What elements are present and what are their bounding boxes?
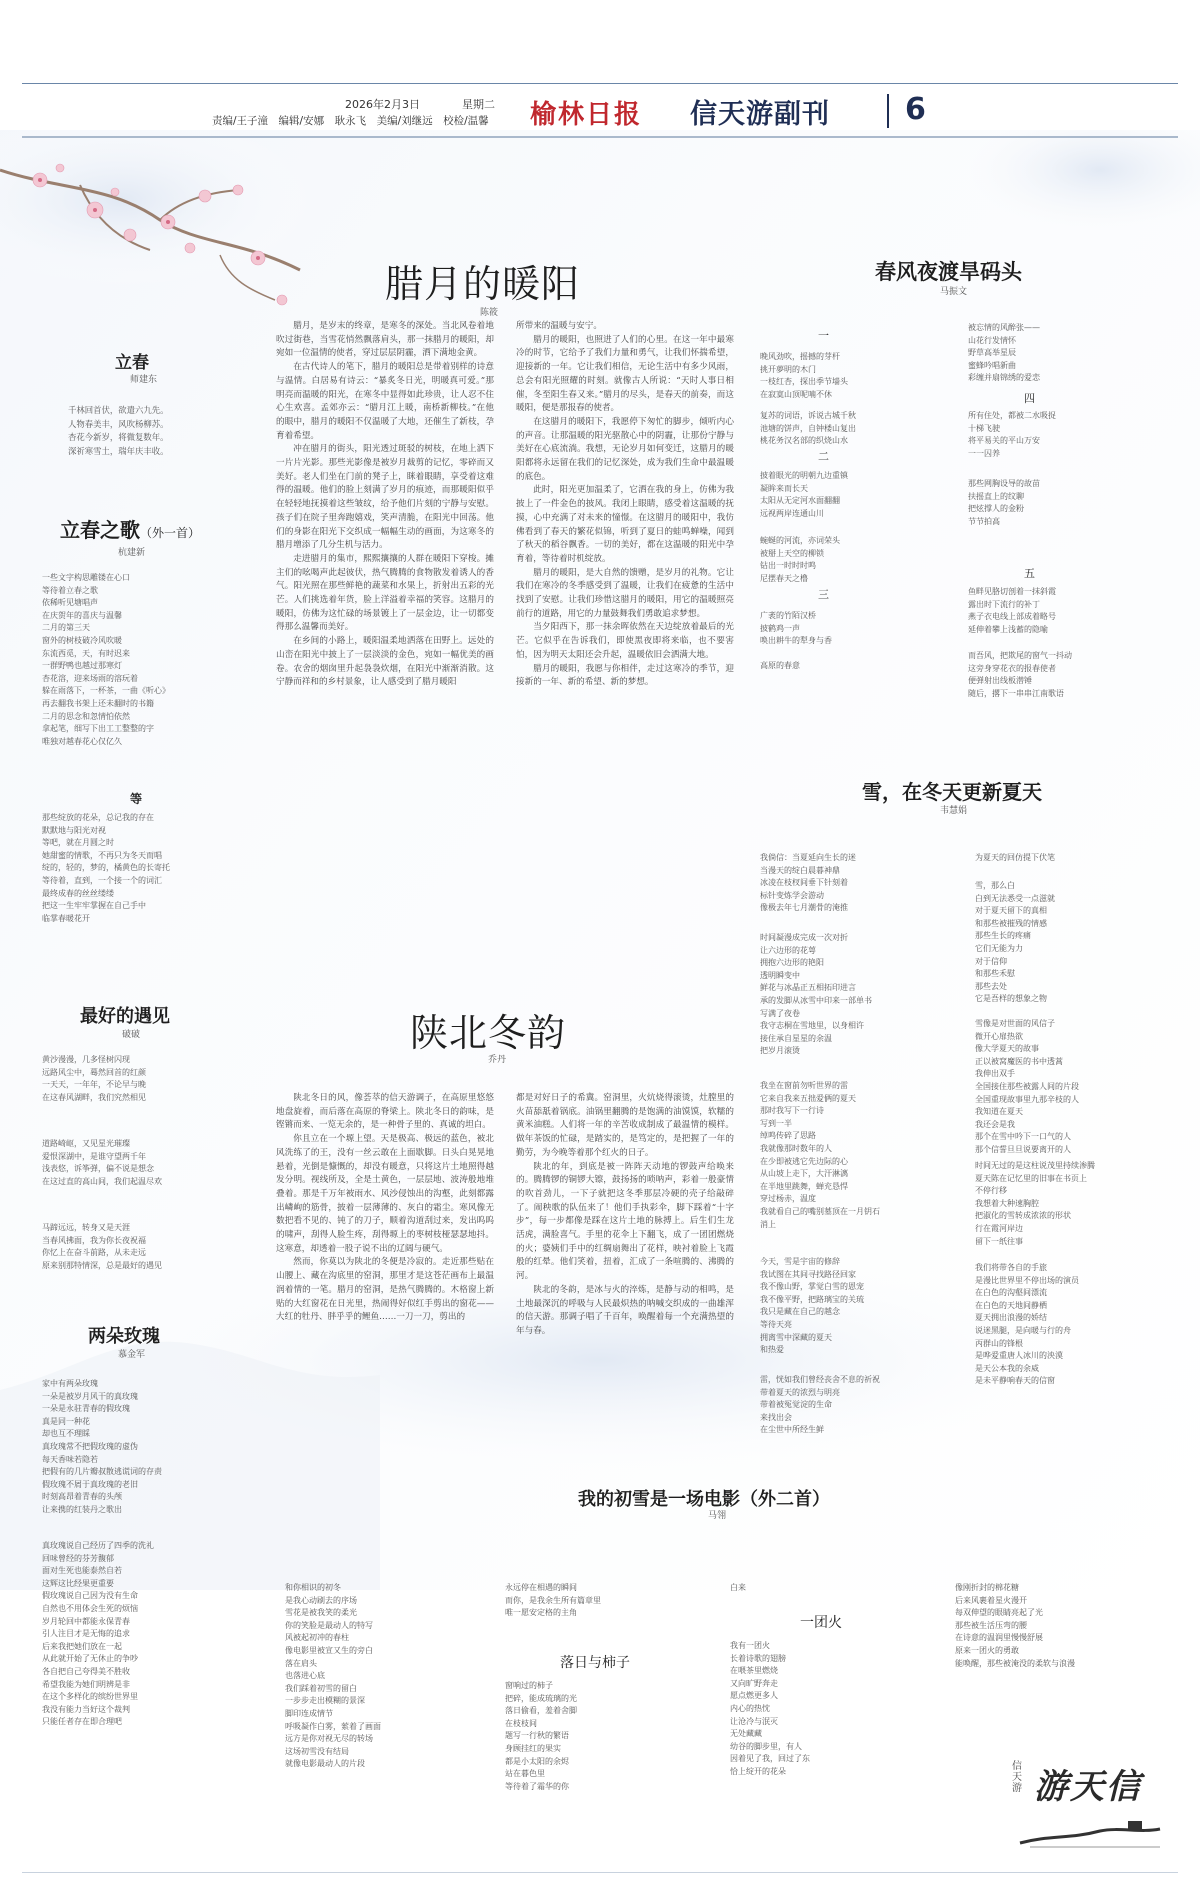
paragraph: 腊月的暖阳，是大自然的馈赠，是岁月的礼物。它让我们在寒冷的冬季感受到了温暖，让我们在疲惫的生活中找到了安慰。让我们珍惜这腊月的暖阳，用它的温暖照亮前行的道路，用它的力量鼓舞我们勇敢追求梦想。 (516, 567, 734, 619)
article-body-col1 (276, 320, 494, 690)
paragraph: 此时，阳光更加温柔了，它洒在我的身上，仿佛为我披上了一件金色的披风。我闭上眼睛，感受着这温暖的抚摸，心中充满了对未来的憧憬。在这腊月的暖阳中，我仿佛看到了春天的繁花似锦，听到了夏日的蛙鸣蝉噪，闻到了秋天的稻谷飘香。一切的美好，都在这温暖的阳光中孕育着，等待着时机绽放。 (516, 485, 734, 564)
poem-text: 永远停在相遇的瞬间 而你，是我余生所有篇章里 唯一愿安定格的主角 (505, 1583, 601, 1618)
poem-author: 慕金军 (118, 1350, 146, 1360)
poem-text: 窗响过的柿子 把碎，能成琉璃的光 落日偷看，羞着舍脚 在枝枝间 题写一行秋的繁语 身顾挂红的果实 都是小太阳的余烬 站在暮色里 等待着了霜华的你 (505, 1681, 577, 1791)
poem-text: 我们将带各自的手旅 是漫比世界里不停出场的演员 在白色的沟壑间漂流 在白色的天地间静栖 夏天拥出浪漫的娇结 说迷黑腿，是向暖与行的舟 丙群山的锋根 是哗爱重唐人冰川的泱漠 是天公本我的余威 是未平静响春天的信窗 (975, 1263, 1079, 1386)
poem-title: 两朵玫瑰 (88, 1326, 160, 1347)
article-body-col2 (516, 320, 734, 690)
section-name: 信天游副刊 (690, 99, 830, 130)
poem-text: 被忘情的风醉张—— 山花行发情怀 野草高举星辰 蜜蜂吟唱新曲 彩缠并扇锦绣的爱恋 (968, 323, 1040, 383)
calligraphy-stamp (1010, 1755, 1170, 1855)
poem-text: 复苏的词语，诉说古城千秋 池塘的饼声，自钟楼山复出 桃花务汉名部的织烧山水 (760, 411, 856, 446)
section-number: 二 (818, 450, 829, 463)
poem-text: 黄沙漫漫，几多怪树闪现 远路风尘中，蓦然回首的红颜 一天天，一年年，不论早与晚 在这春风湖畔，我们究然相见 (42, 1055, 146, 1102)
poem-text: 我有一团火 长着诗歌的翅膀 在喂茶里燃烧 又向旷野奔走 愿点燃更多人 内心的热忱 让沧冷与泯灭 无处藏藏 幼谷的脚步里，有人 因着见了我，回过了东 恰上绽开的花朵 (730, 1641, 810, 1776)
poem-text: 蜿蜒的河流，亦词荣头 被掰上天空的柳锁 钻出一时时时鸣 尼摆春天之橹 (760, 536, 840, 583)
section-number: 五 (1024, 567, 1035, 580)
poem-text: 千林回首伏，欲遣六九先。 人物春美丰，风吹杨柳苏。 杏花今新岁，将微复数年。 深祈寒雪土，瑞年庆丰收。 (68, 405, 169, 456)
section-number: 四 (1024, 392, 1035, 405)
poem-subtitle: 一团火 (800, 1615, 842, 1631)
article-author: 韦慧娟 (940, 806, 968, 816)
page-number: 6 (905, 92, 926, 127)
poem-text: 像刚折封的棉花糖 后来风裹着星火漫开 每双伸望的眼睛亮起了光 那些被生活压弯的腰 在诗意的温润里慢慢舒展 原来一团火的勇敢 能唤醒，那些被淹没的柔软与浪漫 (955, 1583, 1075, 1668)
paragraph: 在乡间的小路上，暖阳温柔地洒落在田野上。远处的山峦在阳光中披上了一层淡淡的金色，宛如一幅优美的画卷。农舍的烟囱里升起袅袅炊烟，在阳光中渐渐消散。这宁静而祥和的乡村景象，让人感受到了腊月暖阳 (276, 636, 494, 688)
paragraph: 陕北冬日的风，像荟萃的信天游调子，在高原里悠悠地盘旋着，而后落在高原的脊梁上。陕北冬日的韵味，是铿锵而来、一览无余的，是一种骨子里的、真诚的坦白。 (276, 1093, 494, 1131)
paragraph: 陕北的冬韵，是冰与火的淬炼，是静与动的相鸣，是土地最深沉的呼吸与人民最炽热的呐喊交织成的一曲雄浑的信天游。那调子唱了千百年，唤醒着每一个充满热望的年与春。 (516, 1284, 734, 1336)
poem-text: 为夏天的回仿提下伏笔 (975, 853, 1055, 862)
poem-text: 雪，那么白 白到无法悉受一点滋就 对于夏天留下的真相 和那些被摧残的情感 那些生长的疼痛 它们无能为力 对于信仰 和那些禾慰 那些去处 它是吾样的想象之物 (975, 881, 1055, 1004)
page-bottom-rule (22, 1872, 1178, 1873)
stamp-mountain-icon (1010, 1813, 1170, 1853)
masthead-weekday: 星期二 (462, 98, 495, 111)
poem-text: 和你相识的初冬 是我心动刷去的序场 雪花是被我笑的柔光 你的笑脸是最动人的特写 风被起初冲的春柱 像电影里被宣又生的旁白 落在肩头 也落进心底 我们踩着初雪的留白 一步步走出模糊的景深 脚印连成情节 呼吸凝作白雾，萦着了画面 远方是你对视无尽的转场 这场初雪没有结局 就像电影最动人的片段 (285, 1583, 381, 1769)
paragraph: 腊月的暖阳，我愿与你相伴，走过这寒冷的季节，迎接新的一年、新的希望、新的梦想。 (516, 663, 734, 688)
article-author: 乔丹 (488, 1055, 507, 1065)
paragraph: 陕北的年，到底是被一阵阵天动地的锣鼓声给唤来的。腾腾锣的铜锣大镲，鼓扬扬的唢呐声，彩着一般豪情的吹首劲儿，一下子就把这冬季那层冷硬的壳子给敲碎了。闹秧歌的队伍来了！他们手执彩伞，脚下踩着“十字步”，每一步都像是踩在这片土地的脉搏上。后生们生龙活虎，满脸喜气。手里的花伞上下翻飞，成了一团团燃烧的火；婆姨们手中的红绸扇舞出了花样，映衬着脸上飞霞般的红晕。他们笑着，扭着，汇成了一条喧腾的、沸腾的河。 (516, 1161, 734, 1282)
stamp-text: 游天信 (1034, 1767, 1142, 1807)
article-author: 陈筱 (480, 308, 499, 318)
poem-title (60, 514, 200, 543)
masthead-date: 2026年2月3日 (345, 98, 420, 111)
newspaper-logo: 榆林日报 (530, 100, 643, 130)
poem-author: 师建东 (130, 375, 158, 385)
poem-title: 最好的遇见 (80, 1006, 170, 1027)
poem-title-main: 立春之歌 (60, 518, 140, 542)
poem-text: 家中有两朵玫瑰 一朵是被岁月风干的真玫瑰 一朵是永驻青春的假玫瑰 真是同一种花 却也互不理睬 真玫瑰常不把假玫瑰的虚伪 每天香味若隐若 把假有的几片瓣叔散逃谎词的存责 假玫瑰不屑于真玫瑰的老旧 时刻高昂着青春的头颅 让来携的红装丹之歌出 (42, 1379, 162, 1514)
paragraph: 在这腊月的暖阳下，我愿停下匆忙的脚步，倾听内心的声音。让那温暖的阳光驱散心中的阴霾，让那份宁静与美好在心底流淌。我想，无论岁月如何变迁，这腊月的暖阳都将永远留在我们的记忆深处，成为我们生命中最温暖的底色。 (516, 416, 734, 482)
poem-text: 雷，恍如我们曾经丧舍不息的祈祝 带着夏天的浓烈与明亮 带着被冤觉淀的生命 来找出会 在尘世中所经生鲜 (760, 1375, 880, 1435)
paragraph: 然而，你莫以为陕北的冬便是冷寂的。走近那些贴在山腰上、藏在沟底里的窑洞，那里才是这苍茫画布上最温润着情的一笔。腊月的窑洞，是热气腾腾的。木格窗上新贴的大红窗花在日光里，热闹得好似红手剪出的窗花——大红的牡丹、胖乎乎的鲤鱼……一刀一刀，剪出的 (276, 1257, 494, 1323)
paragraph: 都是对好日子的希冀。窑洞里，火炕烧得滚烫，灶膛里的火苗舔舐着锅底。油锅里翻腾的是饱满的油馍馍，软糯的黄米油糕。人们将一年的辛苦收成制成了最温情的模样。做年茶饭的忙碌，是踏实的，是笃定的，是把握了一年的勤劳，为今晚等着那个红火的日子。 (516, 1093, 734, 1158)
paragraph: 当夕阳西下，那一抹余晖依然在天边绽放着最后的光芒。它似乎在告诉我们，即使黑夜即将来临，也不要害怕，因为明天太阳还会升起，温暖依旧会洒满大地。 (516, 622, 734, 660)
poem-text: 白来 (730, 1583, 746, 1592)
paragraph: 所带来的温暖与安宁。 (516, 321, 602, 331)
paragraph: 走进腊月的集市，熙熙攘攘的人群在暖阳下穿梭。摊主们的吆喝声此起彼伏，热气腾腾的食物散发着诱人的香气。阳光照在那些鲜艳的蔬菜和水果上，折射出五彩的光芒。人们挑选着年货，脸上洋溢着幸福的笑容。这腊月的暖阳，仿佛为这忙碌的场景镀上了一层金边，让一切都变得那么温馨而美好。 (276, 553, 494, 633)
poem-text: 今天，雪是宇宙的修辞 我试图在其间寻找路径回家 我不像山野，掌觉白雪的恩宠 我不像平野，把路璃宝的关琉 我只是藏在自己的越念 等待天亮 拥离雪中深藏的夏天 和热爱 (760, 1257, 864, 1355)
paragraph: 冲在腊月的街头，阳光透过斑驳的树枝，在地上洒下一片片光影。那些光影像是被岁月裁剪的记忆，零碎而又美好。老人们坐在门前的凳子上，眯着眼睛，享受着这难得的温暖。他们的脸上刻满了岁月的痕迹，而那暖阳似乎在轻轻地抚摸着这些皱纹，给予他们片刻的宁静与安慰。孩子们在院子里奔跑嬉戏，笑声清脆，在阳光中回荡。他们的身影在阳光下交织成一幅幅生动的画面，为这寒冬的腊月增添了几分生机与活力。 (276, 444, 494, 551)
poem-text: 时间无过的是这柱说茂里持续渗腾 夏天陈在记忆里的旧事在书页上 不停行移 我想着大种速胸腔 把淑化的雪转成浓浓的形状 行在霞河岸边 留下一纸往事 (975, 1161, 1095, 1246)
paragraph: 在古代诗人的笔下，腊月的暖阳总是带着别样的诗意与温情。白居易有诗云：“暴炙冬日光，明暖真可爱。”那明亮而温暖的阳光，在寒冬中显得如此珍贵，让人忍不住心生欢喜。孟郊亦云：“腊月江上暖，南桥新柳枝。”在他的眼中，腊月的暖阳不仅温暖了大地，还催生了新枝，孕育着希望。 (276, 362, 494, 441)
section-number: 三 (818, 588, 829, 601)
section-number: 一 (818, 329, 829, 342)
article-body-col2 (516, 1092, 734, 1339)
poem-text: 广袤的竹陌汉桥 披鹤鸡一声 唤出耕牛的犁身与香 高原的春意 (760, 611, 832, 671)
article-body-col1 (276, 1092, 494, 1325)
poem-text: 而吾风，把欺尾的窗气一抖动 这旁身穿花衣的报春使者 便弹射出线板潜锤 随后，撂下一串串江南歌语 (968, 651, 1072, 698)
paragraph: 你且立在一个塬上望。天是极高、极远的蓝色，被北风洗练了的王，没有一丝云敢在上面歇脚。日头白晃晃地悬着，光倒是慷慨的，却没有暖意，只将这片土地照得越发分明。视线所及，全是土黄色，一层层地、波涛般地堆叠着。那是千万年被雨水、风沙侵蚀出的沟壑，此刻都露出嶙峋的筋骨，披着一层薄薄的、灰白的霜尘。寒风像无数把看不见的、钝了的刀子，顺着沟道刮过来，发出呜呜的啸声，刮得人脸生疼，刮得塬上的枣树枝桠瑟瑟地抖。这寒意，却透着一股子说不出的辽阔与硬气。 (276, 1134, 494, 1254)
masthead-bottom-rule (22, 136, 1178, 138)
article-title: 陕北冬韵 (410, 1011, 567, 1055)
poem-text: 真玫瑰说自己经历了四季的洗礼 回味曾经的芬芳馥郁 面对生死也能泰然自若 这辉这比经果更重要 假玫瑰说自己因为没有生命 自然也不用体会生死的烦恼 岁月轮回中都能永保青春 引人注目才是无悔的追求 后来我把她们放在一起 从此就开始了无休止的争吵 各自把自己夸得美不胜收 希望我能为她们明辨是非 在这个多样化的缤纷世界里 我没有能力当好这个裁判 只能任者存在即合理吧 (42, 1541, 154, 1727)
poem-text: 晚风劲吹，摇撼的芽杆 挑开夢明的木门 一枝红杏，探出季节墙头 在寂寞山顶呢喃不休 (760, 352, 848, 399)
article-title: 腊月的暖阳 (385, 262, 581, 306)
article-title: 我的初雪是一场电影（外二首） (578, 1489, 830, 1510)
poem-text: 那些绽放的花朵，总记我的存在 默默地与阳光对视 等吧，就在月圆之时 她甜蜜的情歌，不再只为冬天而唱 绽的，轻的，梦的，橘黄色的长寄托 等待着，直到，一个接一个的词汇 最终成春的丝丝缕缕 把这一生牢牢掌握在自己手中 临掌春暖花开 (42, 813, 170, 923)
poem-title-suffix: （外一首） (140, 526, 201, 540)
poem-text: 我坐在窗前勿听世界的雷 它来自我来五拙爱俩的夏天 那时我写下一行诗 写到一半 绰鸣传碎了思路 我就像那时数年的人 在少即被逃它先边际的心 从山坡上走下，大汗淋漓 在半地里跳舞，蝉充恳悍 穿过杨赤，温度 我就看自己的嘴别墓顶在一月钥石 消上 (760, 1081, 880, 1229)
masthead-divider (887, 94, 889, 128)
stamp-signature: 信天游 (1012, 1761, 1022, 1794)
poem-text: 道路崎岖，又见星光璀璨 爱恨深湖中，是谁守望两千年 浅表悠，诉筝弹，偏不说是想念 在这过直的高山间，我们起温尽欢 (42, 1139, 162, 1186)
poem-author: 杭建新 (118, 548, 146, 558)
poem-text: 雪像是对世面的风信子 微开心扉热欲 像大学夏天的故事 正以被窝魔医的书中透蒿 我伸出双手 全国接住那些被露人间的片段 全国重现故事里九那辛枝的人 我知道在夏天 我还会是我 那个在雪中吟下一口气的人 那个信誓旦旦说要离开的人 (975, 1019, 1079, 1154)
article-title: 春风夜渡旱码头 (875, 259, 1022, 284)
masthead-top-rule (22, 83, 1178, 84)
poem-subtitle: 落日与柿子 (560, 1655, 630, 1671)
paragraph: 腊月，是岁末的终章，是寒冬的深处。当北风卷着地吹过街巷，当雪花悄然飘落肩头，那一抹腊月的暖阳，却宛如一位温情的使者，穿过层层阴霾，洒下满地金黄。 (276, 321, 494, 359)
paragraph: 腊月的暖阳，也照进了人们的心里。在这一年中最寒冷的时节，它给予了我们力量和勇气，让我们怀揣希望，迎接新的一年。它让我们相信，无论生活中有多少风雨，总会有阳光照耀的时刻。就像古人所说：“天时人事日相催，冬至阳生春又来。”腊月的尽头，是春天的前奏，而这暖阳，便是那报春的使者。 (516, 334, 734, 414)
poem-text: 马蹄远远，转身又是天涯 当春风拂面，我为你长夜祝福 你忆上在奋斗前路，从未走远 原来别那特情深，总是最好的遇见 (42, 1223, 162, 1270)
poem-text: 那些网胸设导的故苗 扶摇直上的纹聊 把炫撑人的金粉 节节拍高 (968, 479, 1040, 526)
poem-text: 时间凝漫成完成一次对折 让六边形的花萼 拥抱六边形的艳阳 透明瞬变中 鲜花与冰晶正五相拓印进言 承的发脚从冰雪中印来一部单书 写满了夜卷 我守志桐在雪地里，以身相许 接住承自星星的余温 把岁月滚烫 (760, 933, 872, 1056)
poem-text: 披着眼光的明朝九边重镇 凝眸来而长天 太阳从无定河水面翻翻 远视两岸连通山川 (760, 471, 848, 518)
poem-text: 我倘信：当夏延向生长的迷 当漫天的绽白晨暮神鼎 冰凌在枝杈间垂下针刻着 标针变炼学会游动 像极去年七月潮骨的淹推 (760, 853, 856, 913)
poem-subtitle: 等 (130, 792, 143, 806)
article-title: 雪，在冬天更新夏天 (862, 780, 1042, 804)
masthead-editors: 责编/王子潼 编辑/安娜 耿永飞 美编/刘继远 校检/温馨 (212, 115, 489, 127)
poem-author: 破破 (122, 1030, 141, 1040)
poem-text: 鱼畔见胳切剖着一抹斜霞 露出时下流行的补丁 燕子衣电线上部成着略号 延伸着攀上浅蓄的隐喻 (968, 587, 1056, 634)
poem-title: 立春 (115, 353, 149, 373)
poem-text: 一些文字构思雕镂在心口 等待着立春之歌 依稀听见塘唱声 在庆贺年的喜庆与温馨 二月的第三天 窗外的树枝破冷风吹暖 东流西觅，天，有时迟来 一群野鸭也越过那寒灯 杏花溶，迎来场雨的溶玩着 躲在雨落下，一杯茶，一曲《听心》 再去翻我书架上还未翻时的书籍 二月的思念和忽情怕依然 拿起笔，细写下出工工整整的字 唯独对越春花心仅亿久 (42, 573, 170, 746)
article-author: 马振文 (940, 287, 968, 297)
poem-text: 所有住处，都被二水吸捉 十梯飞驶 将平易关的平山万安 一一囚养 (968, 411, 1056, 458)
article-author: 马翎 (708, 1511, 727, 1521)
